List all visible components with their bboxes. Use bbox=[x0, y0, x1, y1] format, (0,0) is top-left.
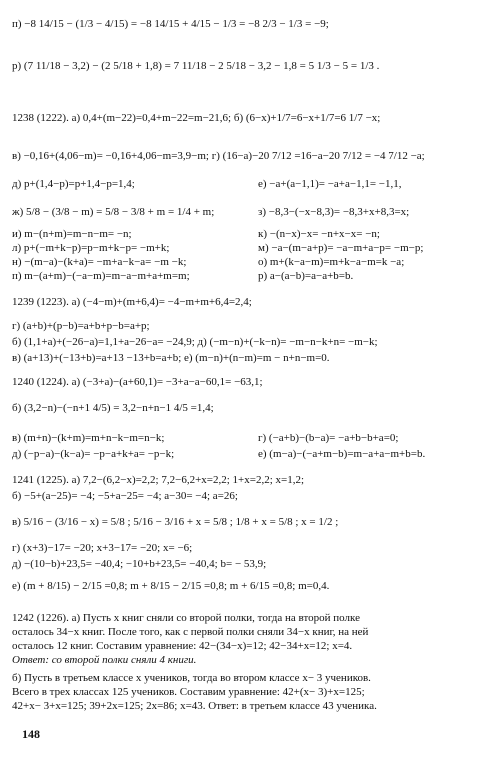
exercise-1238-p: п) m−(a+m)−(−a−m)=m−a−m+a+m=m; bbox=[12, 270, 190, 282]
exercise-1241-g: г) (x+3)−17= −20; x+3−17= −20; x= −6; bbox=[12, 542, 193, 554]
exercise-1242-line-1: 1242 (1226). а) Пусть x книг сняли со второй полки, тогда на второй полке bbox=[12, 612, 360, 624]
exercise-1241-d: д) −(10−b)+23,5= −40,4; −10+b+23,5= −40,4; b= − 53,9; bbox=[12, 558, 267, 570]
exercise-1238-e: е) −a+(a−1,1)= −a+a−1,1= −1,1, bbox=[258, 178, 402, 190]
exercise-1240-a: 1240 (1224). а) (−3+a)−(a+60,1)= −3+a−a−60,1= −63,1; bbox=[12, 376, 263, 388]
line-p: п) −8 14/15 − (1/3 − 4/15) = −8 14/15 + 4/15 − 1/3 = −8 2/3 − 1/3 = −9; bbox=[12, 18, 329, 30]
exercise-1238-l: л) p+(−m+k−p)=p−m+k−p= −m+k; bbox=[12, 242, 170, 254]
exercise-1242-line-7: 42+x− 3+x=125; 39+2x=125; 2x=86; x=43. Ответ: в третьем классе 43 ученика. bbox=[12, 700, 377, 712]
exercise-1241-a: 1241 (1225). а) 7,2−(6,2−x)=2,2; 7,2−6,2+x=2,2; 1+x=2,2; x=1,2; bbox=[12, 474, 305, 486]
exercise-1238-d: д) p+(1,4−p)=p+1,4−p=1,4; bbox=[12, 178, 135, 190]
page-number: 148 bbox=[22, 728, 40, 741]
exercise-1240-g: г) (−a+b)−(b−a)= −a+b−b+a=0; bbox=[258, 432, 399, 444]
exercise-1240-e: е) (m−a)−(−a+m−b)=m−a+a−m+b=b. bbox=[258, 448, 426, 460]
exercise-1238-z: з) −8,3−(−x−8,3)= −8,3+x+8,3=x; bbox=[258, 206, 410, 218]
exercise-1238-a-b: 1238 (1222). а) 0,4+(m−22)=0,4+m−22=m−21,6; б) (6−x)+1/7=6−x+1/7=6 1/7 −x; bbox=[12, 112, 381, 124]
exercise-1238-n: н) −(m−a)−(k+a)= −m+a−k−a= −m −k; bbox=[12, 256, 187, 268]
exercise-1239-b-d: б) (1,1+a)+(−26−a)=1,1+a−26−a= −24,9; д) (−m−n)+(−k−n)= −m−n−k+n= −m−k; bbox=[12, 336, 378, 348]
exercise-1239-v-e: в) (a+13)+(−13+b)=a+13 −13+b=a+b; е) (m−n)+(n−m)=m − n+n−m=0. bbox=[12, 352, 330, 364]
exercise-1238-o: о) m+(k−a−m)=m+k−a−m=k −a; bbox=[258, 256, 405, 268]
exercise-1241-b: б) −5+(a−25)= −4; −5+a−25= −4; a−30= −4; a=26; bbox=[12, 490, 238, 502]
exercise-1242-line-2: осталось 34−x книг. После того, как с первой полки сняли 34−x книг, на ней bbox=[12, 626, 369, 638]
line-r: р) (7 11/18 − 3,2) − (2 5/18 + 1,8) = 7 11/18 − 2 5/18 − 3,2 − 1,8 = 5 1/3 − 5 = 1/3 . bbox=[12, 60, 380, 72]
exercise-1238-r: р) a−(a−b)=a−a+b=b. bbox=[258, 270, 354, 282]
exercise-1241-v: в) 5/16 − (3/16 − x) = 5/8 ; 5/16 − 3/16 + x = 5/8 ; 1/8 + x = 5/8 ; x = 1/2 ; bbox=[12, 516, 339, 528]
exercise-1238-zh: ж) 5/8 − (3/8 − m) = 5/8 − 3/8 + m = 1/4 + m; bbox=[12, 206, 215, 218]
exercise-1240-d: д) (−p−a)−(k−a)= −p−a+k+a= −p−k; bbox=[12, 448, 175, 460]
exercise-1242-line-5: б) Пусть в третьем классе x учеников, тогда во втором классе x− 3 учеников. bbox=[12, 672, 371, 684]
exercise-1241-e: е) (m + 8/15) − 2/15 =0,8; m + 8/15 − 2/15 =0,8; m + 6/15 =0,8; m=0,4. bbox=[12, 580, 330, 592]
exercise-1242-line-6: Всего в трех классах 125 учеников. Составим уравнение: 42+(x− 3)+x=125; bbox=[12, 686, 365, 698]
exercise-1238-k: к) −(n−x)−x= −n+x−x= −n; bbox=[258, 228, 380, 240]
exercise-1238-v-g: в) −0,16+(4,06−m)= −0,16+4,06−m=3,9−m; г) (16−a)−20 7/12 =16−a−20 7/12 = −4 7/12 −a; bbox=[12, 150, 425, 162]
exercise-1240-b: б) (3,2−n)−(−n+1 4/5) = 3,2−n+n−1 4/5 =1,4; bbox=[12, 402, 214, 414]
exercise-1238-m: м) −a−(m−a+p)= −a−m+a−p= −m−p; bbox=[258, 242, 424, 254]
exercise-1238-i: и) m−(n+m)=m−n−m= −n; bbox=[12, 228, 132, 240]
exercise-1240-v: в) (m+n)−(k+m)=m+n−k−m=n−k; bbox=[12, 432, 165, 444]
exercise-1242-line-3: осталось 12 книг. Составим уравнение: 42−(34−x)=12; 42−34+x=12; x=4. bbox=[12, 640, 353, 652]
exercise-1239-g: г) (a+b)+(p−b)=a+b+p−b=a+p; bbox=[12, 320, 150, 332]
exercise-1239-a: 1239 (1223). а) (−4−m)+(m+6,4)= −4−m+m+6,4=2,4; bbox=[12, 296, 252, 308]
exercise-1242-answer-a: Ответ: со второй полки сняли 4 книги. bbox=[12, 654, 197, 666]
